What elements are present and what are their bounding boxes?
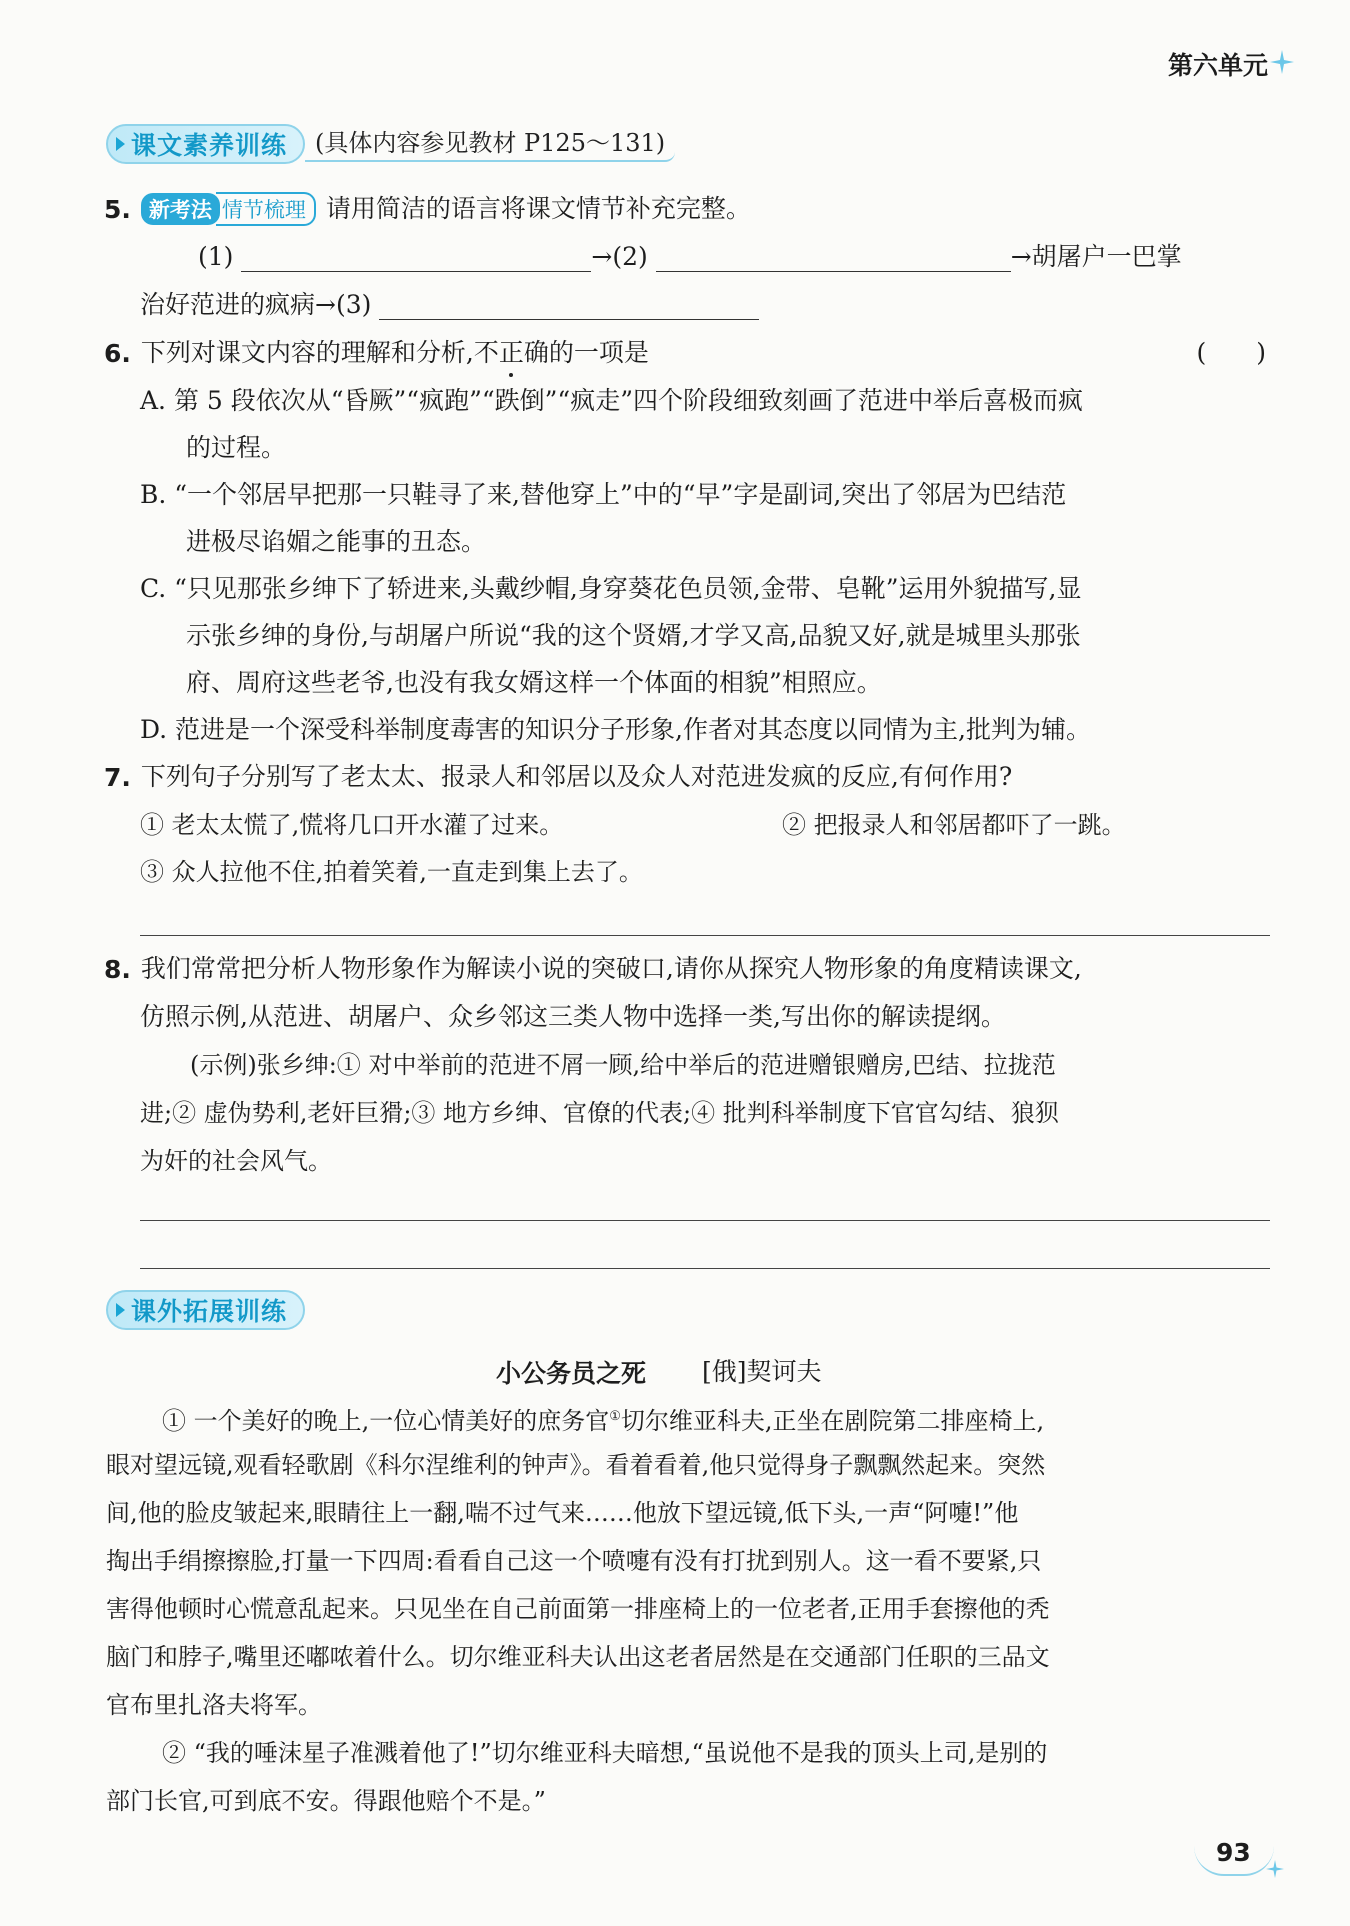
example-line-1: (示例)张乡绅:① 对中举前的范进不屑一顾,给中举后的范进赠银赠房,巴结、拉拢范: [190, 1051, 1056, 1079]
question-5: [104, 192, 751, 226]
story-para-2: ② “我的唾沫星子准溅着他了!”切尔维亚科夫暗想,“虽说他不是我的顶头上司,是别的: [162, 1739, 1048, 1767]
option-a[interactable]: A. 第 5 段依次从“昏厥”“疯跑”“跌倒”“疯走”四个阶段细致刻画了范进中举后喜极而疯: [140, 386, 1083, 415]
story-line: 脑门和脖子,嘴里还嘟哝着什么。切尔维亚科夫认出这老者居然是在交通部门任职的三品文: [106, 1643, 1050, 1671]
question-8: [104, 954, 1082, 984]
section-reference: (具体内容参见教材 P125～131): [305, 126, 675, 162]
section-header-1: [106, 124, 675, 164]
footnote-marker[interactable]: ①: [609, 1409, 621, 1424]
plot-step-text: →胡屠户一巴掌: [1010, 242, 1182, 271]
blank-label-1: (1): [198, 242, 234, 271]
arrow-icon: [116, 1303, 125, 1317]
tag-plot: 情节梳理: [216, 192, 316, 226]
answer-blank-3[interactable]: [379, 319, 759, 320]
question-6: [104, 338, 649, 368]
story-author: [俄]契诃夫: [702, 1357, 822, 1386]
section-pill: [106, 1290, 305, 1330]
answer-blank-2[interactable]: [656, 271, 1011, 272]
answer-blank-1[interactable]: [241, 271, 591, 272]
story-para-1: [162, 1402, 1044, 1436]
story-heading: [496, 1354, 822, 1390]
tag-new: 新考法: [141, 193, 220, 225]
question-prompt: 请用简洁的语言将课文情节补充完整。: [325, 194, 751, 223]
section-title: 课文素养训练: [131, 131, 288, 160]
blank-label-2: →(2): [591, 242, 648, 271]
arrow-icon: [116, 137, 125, 151]
section-header-2: [106, 1290, 305, 1330]
question-number: 6.: [104, 338, 131, 368]
q5-line-2: [140, 290, 759, 320]
question-prompt-cont: 仿照示例,从范进、胡屠户、众乡邻这三类人物中选择一类,写出你的解读提纲。: [140, 1002, 1006, 1031]
example-line-2: 进;② 虚伪势利,老奸巨猾;③ 地方乡绅、官僚的代表;④ 批判科举制度下官官勾结、狼狈: [140, 1099, 1059, 1127]
prompt-part: 下列对课文内容的理解和分析,: [140, 338, 474, 367]
page-number: 93: [1216, 1838, 1251, 1867]
question-number: 8.: [104, 954, 131, 984]
sentence-3: ③ 众人拉他不住,拍着笑着,一直走到集上去了。: [140, 858, 643, 886]
story-line: 害得他顿时心慌意乱起来。只见坐在自己前面第一排座椅上的一位老者,正用手套擦他的秃: [106, 1595, 1050, 1623]
answer-paren[interactable]: ( ): [1196, 338, 1266, 367]
story-line: 间,他的脸皮皱起来,眼睛往上一翻,喘不过气来……他放下望远镜,低下头,一声“阿嚏!”他: [106, 1499, 1019, 1527]
emphasized-text: 不正确: [473, 338, 549, 367]
question-prompt: [141, 338, 649, 368]
question-number: 7.: [104, 762, 131, 792]
sparkle-icon: [1270, 50, 1294, 74]
unit-title: 第六单元: [1167, 51, 1268, 80]
story-line: 眼对望远镜,观看轻歌剧《科尔涅维利的钟声》。看着看着,他只觉得身子飘飘然起来。突然: [106, 1451, 1046, 1479]
answer-line[interactable]: [140, 935, 1270, 936]
new-exam-tag: [141, 192, 316, 226]
answer-line[interactable]: [140, 1220, 1270, 1221]
story-line: 部门长官,可到底不安。得跟他赔个不是。”: [106, 1787, 546, 1815]
question-7: [104, 762, 1012, 792]
sparkle-icon: [1266, 1860, 1284, 1878]
option-d[interactable]: D. 范进是一个深受科举制度毒害的知识分子形象,作者对其态度以同情为主,批判为辅。: [140, 715, 1091, 744]
option-c-cont: 示张乡绅的身份,与胡屠户所说“我的这个贤婿,才学又高,品貌又好,就是城里头那张: [186, 621, 1081, 650]
option-a-cont: 的过程。: [186, 433, 287, 462]
option-b[interactable]: B. “一个邻居早把那一只鞋寻了来,替他穿上”中的“早”字是副词,突出了邻居为巴结范: [140, 480, 1067, 509]
story-text: ① 一个美好的晚上,一位心情美好的庶务官: [162, 1407, 610, 1435]
question-prompt: 我们常常把分析人物形象作为解读小说的突破口,请你从探究人物形象的角度精读课文,: [140, 954, 1082, 983]
story-text: 切尔维亚科夫,正坐在剧院第二排座椅上,: [620, 1407, 1045, 1435]
story-line: 掏出手绢擦擦脸,打量一下四周:看看自己这一个喷嚏有没有打扰到别人。这一看不要紧,只: [106, 1547, 1042, 1575]
blank-label-3: 治好范进的疯病→(3): [140, 290, 372, 319]
sentence-2: ② 把报录人和邻居都吓了一跳。: [782, 811, 1126, 839]
q5-line-1: [198, 242, 1182, 272]
question-number: 5.: [104, 194, 131, 224]
story-title: 小公务员之死: [496, 1359, 647, 1388]
answer-line[interactable]: [140, 1268, 1270, 1269]
question-prompt: 下列句子分别写了老太太、报录人和邻居以及众人对范进发疯的反应,有何作用?: [140, 762, 1013, 791]
section-title: 课外拓展训练: [131, 1297, 288, 1326]
prompt-part: 的一项是: [548, 338, 649, 367]
example-line-3: 为奸的社会风气。: [140, 1147, 332, 1175]
option-b-cont: 进极尽谄媚之能事的丑态。: [186, 527, 487, 556]
section-pill: [106, 124, 305, 164]
sentence-1: ① 老太太慌了,慌将几口开水灌了过来。: [140, 811, 564, 839]
option-c-cont: 府、周府这些老爷,也没有我女婿这样一个体面的相貌”相照应。: [186, 668, 882, 697]
option-c[interactable]: C. “只见那张乡绅下了轿进来,头戴纱帽,身穿葵花色员领,金带、皂靴”运用外貌描写,显: [140, 574, 1082, 603]
story-line: 官布里扎洛夫将军。: [106, 1691, 322, 1719]
